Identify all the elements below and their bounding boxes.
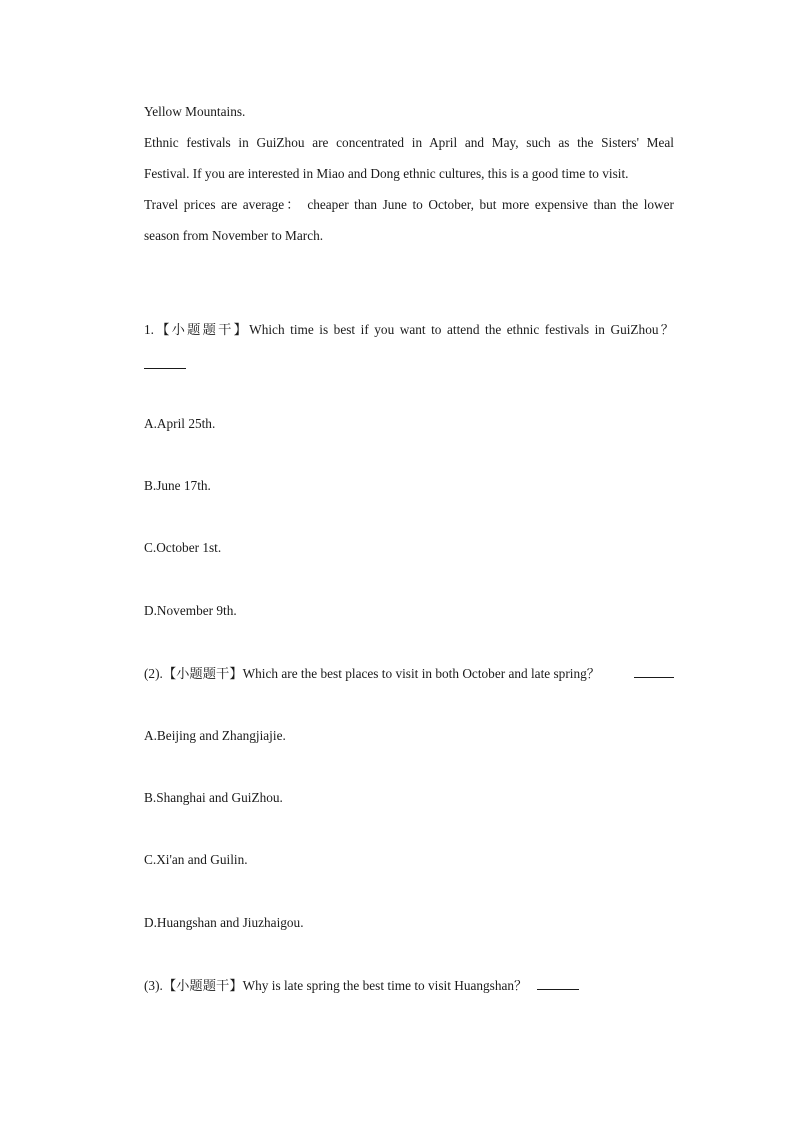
passage-line-5: season from November to March.: [144, 228, 324, 243]
question-3-row: [144, 977, 674, 994]
question-2-row: [144, 665, 674, 682]
passage-line-3: Festival. If you are interested in Miao and Dong ethnic cultures, this is a good time to visit.: [144, 166, 629, 181]
question-2-answer-blank[interactable]: [634, 665, 674, 678]
question-1-stem: 1.【小题题干】Which time is best if you want to attend the ethnic festivals in GuiZhou？: [144, 322, 674, 337]
question-2-option-d[interactable]: D.Huangshan and Jiuzhaigou.: [144, 915, 304, 930]
question-2-stem: (2).【小题题干】Which are the best places to visit in both October and late spring？: [144, 666, 601, 681]
question-1-option-d[interactable]: D.November 9th.: [144, 603, 237, 618]
passage-line-4: Travel prices are average： cheaper than June to October, but more expensive than the lower: [144, 197, 674, 212]
passage-line-2: Ethnic festivals in GuiZhou are concentrated in April and May, such as the Sisters' Meal: [144, 135, 674, 150]
passage-line-1: Yellow Mountains.: [144, 104, 246, 119]
question-1-option-b[interactable]: B.June 17th.: [144, 478, 211, 493]
question-2-option-c[interactable]: C.Xi'an and Guilin.: [144, 852, 248, 867]
question-1-option-a[interactable]: A.April 25th.: [144, 416, 216, 431]
question-1-answer-blank[interactable]: [144, 356, 674, 373]
question-3-answer-blank[interactable]: [537, 977, 579, 990]
question-2-option-b[interactable]: B.Shanghai and GuiZhou.: [144, 790, 283, 805]
question-1-option-c[interactable]: C.October 1st.: [144, 540, 222, 555]
question-3-stem: (3).【小题题干】Why is late spring the best time to visit Huangshan？: [144, 978, 528, 993]
question-2-option-a[interactable]: A.Beijing and Zhangjiajie.: [144, 728, 286, 743]
